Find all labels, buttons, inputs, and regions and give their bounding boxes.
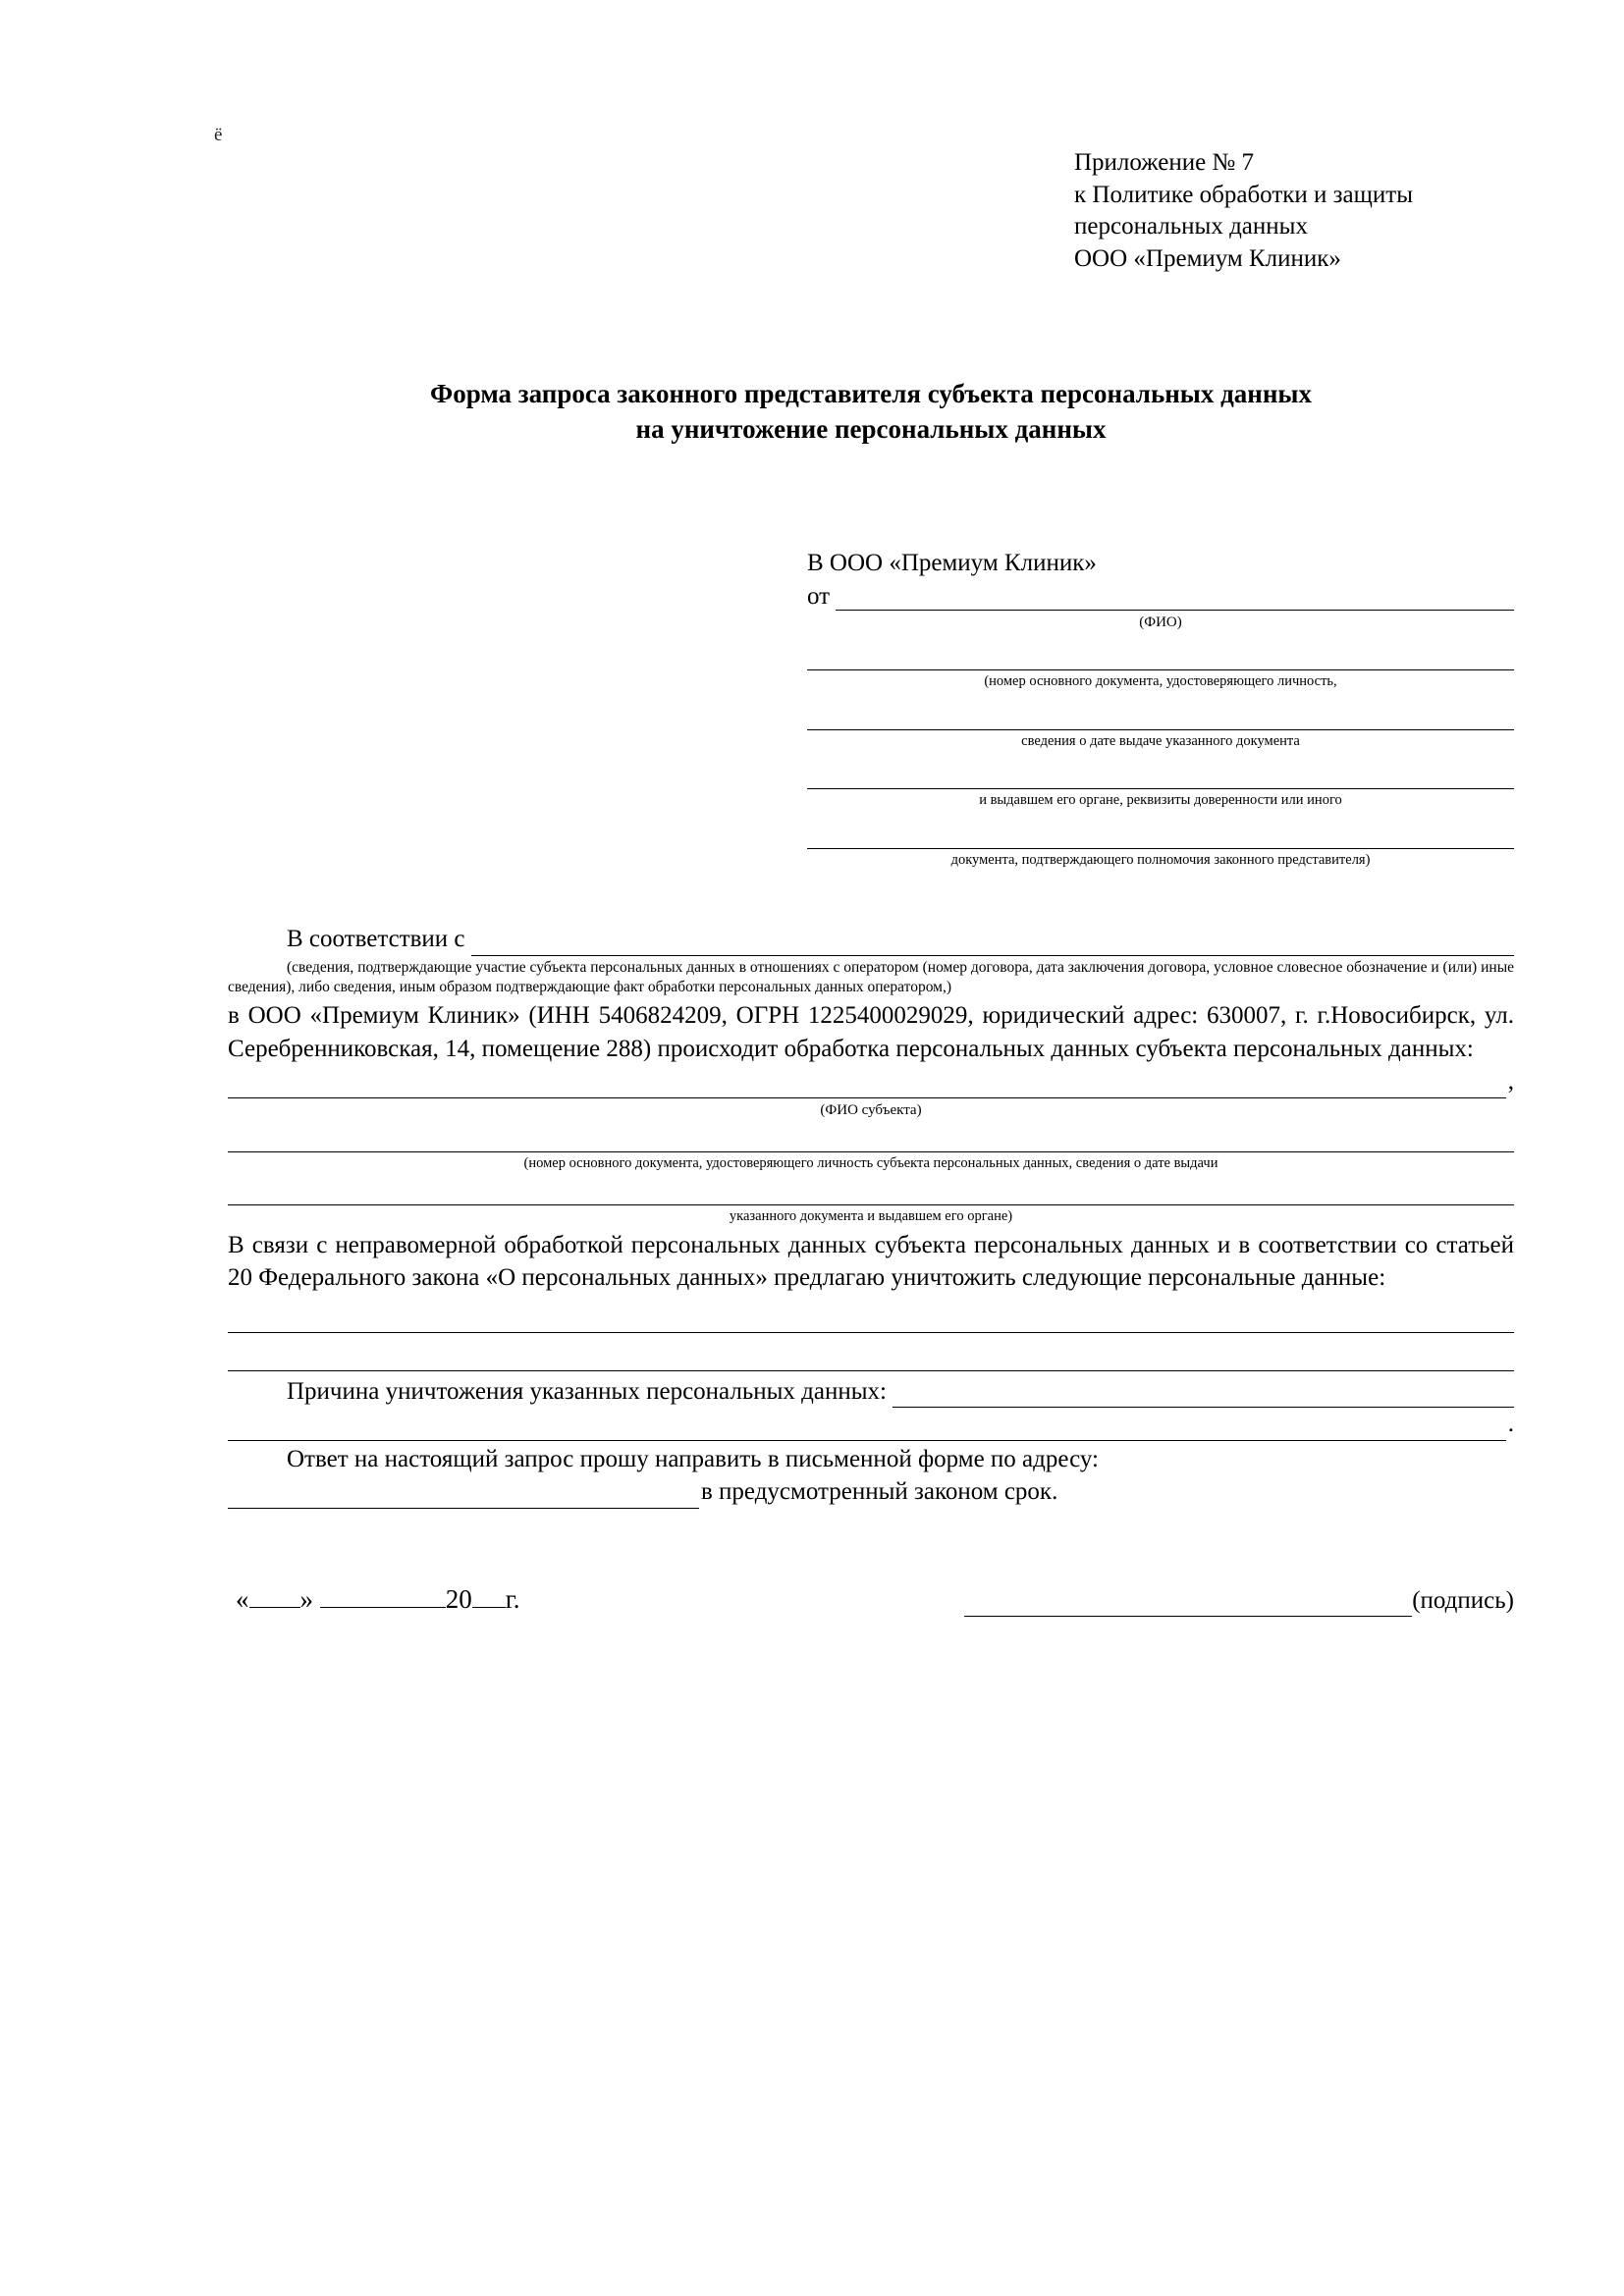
document-content (228, 147, 1514, 1617)
addressee-doc-date-caption: сведения о дате выдаче указанного документа (1021, 732, 1300, 749)
addressee-doc-organ-row (807, 767, 1514, 789)
appendix-number: Приложение № 7 (1074, 149, 1255, 176)
addressee-doc-organ-field[interactable] (807, 767, 1514, 789)
in-accordance-note-line-2: заключения договора, условное словесное обозначение и (или) иные сведения), либо сведения, иным образом подтверждающие факт (228, 958, 1514, 995)
date-year-field[interactable] (472, 1607, 506, 1608)
addressee-authority-caption: документа, подтверждающего полномочия законного представителя) (950, 851, 1371, 868)
appendix-policy-line-1: к Политике обработки и защиты (1074, 181, 1414, 208)
subject-fio-comma: , (1507, 1068, 1514, 1095)
answer-paragraph: Ответ на настоящий запрос прошу направить в письменной форме по адресу: (287, 1445, 1099, 1472)
appendix-header (1074, 147, 1514, 275)
page-title-line-2: на уничтожение персональных данных (635, 413, 1107, 444)
page-title-line-1: Форма запроса законного представителя субъекта персональных данных (430, 379, 1312, 408)
document-body (228, 923, 1514, 1617)
signature-right (964, 1584, 1514, 1618)
date-line (228, 1581, 520, 1617)
answer-address-row (228, 1475, 1514, 1509)
reason-row-2 (228, 1408, 1514, 1441)
subject-doc-caption-2: указанного документа и выдавшем его органе) (729, 1208, 1013, 1225)
addressee-from-label: от (807, 582, 831, 610)
date-quote-open: « (236, 1583, 249, 1614)
date-month-field[interactable] (320, 1607, 446, 1608)
addressee-from-row (807, 583, 1514, 611)
appendix-company: ООО «Премиум Клиник» (1074, 244, 1341, 272)
operator-paragraph: в ООО «Премиум Клиник» (ИНН 5406824209, ОГРН 1225400029029, юридический адрес: 630007, г. г.Новосибирск, ул. Серебренниковская, 14, помещение 288) происходит обработка персональных данных субъекта персональных данных: (228, 1002, 1514, 1062)
addressee-authority-row (807, 827, 1514, 849)
reason-field-2[interactable] (228, 1418, 1506, 1441)
reason-label: Причина уничтожения указанных персональных данных: (287, 1377, 887, 1405)
in-accordance-note (228, 958, 1514, 997)
addressee-doc-organ-caption: и выдавшем его органе, реквизиты доверенности или иного (979, 792, 1342, 809)
signature-field[interactable] (964, 1594, 1412, 1617)
date-year-suffix: г. (505, 1583, 520, 1614)
in-accordance-field[interactable] (471, 934, 1514, 956)
date-day-field[interactable] (249, 1607, 300, 1608)
appendix-policy-line-2: персональных данных (1074, 213, 1308, 240)
subject-fio-caption: (ФИО субъекта) (820, 1101, 922, 1118)
date-quote-close: » (299, 1583, 313, 1614)
data-to-destroy-field-1[interactable] (228, 1310, 1514, 1333)
subject-doc-field-2[interactable] (228, 1183, 1514, 1205)
reason-field-1[interactable] (893, 1385, 1514, 1408)
addressee-doc-date-field[interactable] (807, 708, 1514, 730)
subject-doc-row-2 (228, 1183, 1514, 1205)
addressee-doc-number-field[interactable] (807, 648, 1514, 670)
addressee-authority-field[interactable] (807, 827, 1514, 849)
reason-period: . (1507, 1411, 1514, 1438)
data-to-destroy-row-1 (228, 1310, 1514, 1333)
addressee-block (807, 550, 1514, 871)
addressee-doc-date-row (807, 708, 1514, 730)
data-to-destroy-row-2 (228, 1349, 1514, 1371)
in-accordance-note-line-1: (сведения, подтверждающие участие субъекта персональных данных в отношениях с оператором (номер договора, дата (287, 958, 1064, 976)
subject-fio-field[interactable] (228, 1076, 1506, 1098)
answer-address-tail: в предусмотренный законом срок. (701, 1478, 1058, 1506)
subject-doc-caption-1: (номер основного документа, удостоверяющего личность субъекта персональных данных, сведения о дате выдачи (523, 1154, 1218, 1171)
answer-address-field[interactable] (228, 1486, 699, 1509)
in-accordance-row (228, 923, 1514, 956)
subject-doc-field-1[interactable] (228, 1130, 1514, 1152)
addressee-doc-number-caption: (номер основного документа, удостоверяющего личность, (984, 673, 1337, 690)
addressee-doc-number-row (807, 648, 1514, 670)
addressee-organization: В ООО «Премиум Клиник» (807, 549, 1097, 576)
addressee-fio-field[interactable] (836, 588, 1514, 611)
reason-row (228, 1375, 1514, 1409)
subject-fio-row (228, 1065, 1514, 1098)
date-year-prefix: 20 (445, 1583, 472, 1614)
request-paragraph: В связи с неправомерной обработкой персональных данных субъекта персональных данных и в соответствии со статьей 20 Федерального закона «О персональных данных» предлагаю уничтожить следующие персональные данные: (228, 1231, 1514, 1292)
subject-doc-row-1 (228, 1130, 1514, 1152)
signature-label: (подпись) (1412, 1586, 1514, 1614)
signature-block (228, 1581, 1514, 1617)
page-title (228, 377, 1514, 448)
in-accordance-note-line-3: обработки персональных данных оператором,) (647, 978, 952, 995)
in-accordance-label: В соответствии с (287, 926, 465, 953)
data-to-destroy-field-2[interactable] (228, 1349, 1514, 1371)
stray-mark-glyph: ё (214, 125, 223, 145)
addressee-fio-caption: (ФИО) (1139, 614, 1182, 630)
